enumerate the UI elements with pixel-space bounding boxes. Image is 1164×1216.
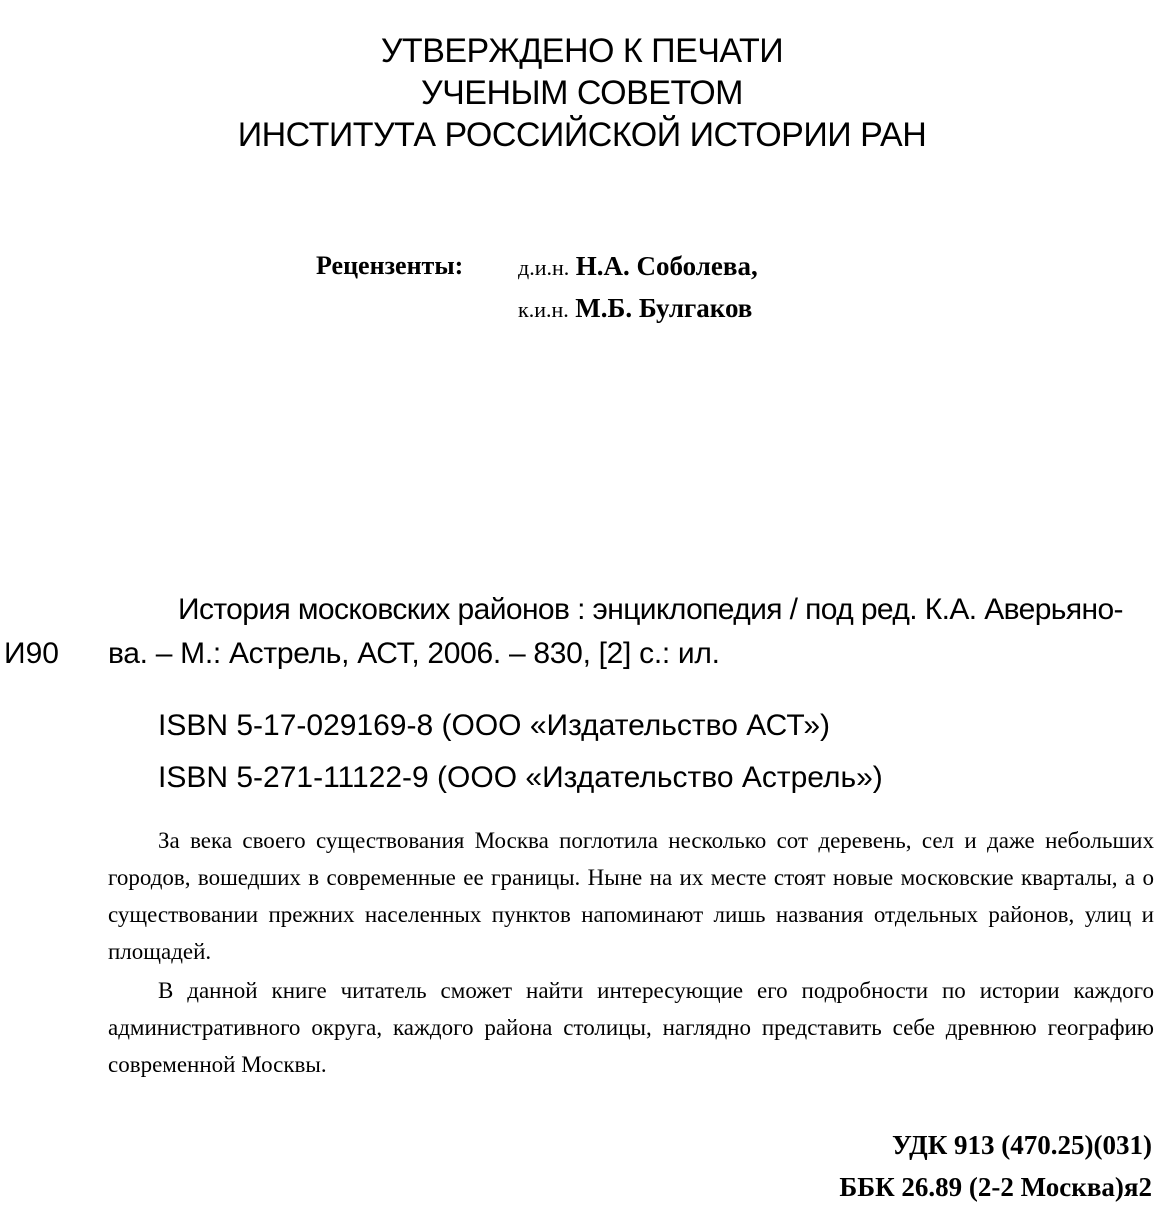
approval-line: ИНСТИТУТА РОССИЙСКОЙ ИСТОРИИ РАН: [237, 116, 927, 154]
approval-line: УТВЕРЖДЕНО К ПЕЧАТИ: [380, 32, 784, 70]
author-sign-code: И90: [4, 637, 59, 670]
reviewer-entry: [518, 244, 758, 290]
reviewer-entry: [518, 286, 752, 332]
udk-code: УДК 913 (470.25)(031): [892, 1130, 1152, 1160]
isbn-line: ISBN 5-271-11122-9 (ООО «Издательство Астрель»): [158, 761, 883, 794]
annotation: [108, 822, 1154, 1083]
approval-line: УЧЕНЫМ СОВЕТОМ: [421, 74, 743, 112]
reviewer-name: М.Б. Булгаков: [575, 293, 753, 323]
reviewer-degree: д.и.н.: [518, 255, 570, 280]
catalog-line: История московских районов : энциклопедия / под ред. К.А. Аверьяно-: [178, 593, 1123, 626]
classification-codes: [839, 1124, 1152, 1208]
bbk-code: ББК 26.89 (2-2 Москва)я2: [839, 1172, 1152, 1202]
annotation-paragraph: В данной книге читатель сможет найти интересующие его подробности по истории каждого административного округа, каждого района столицы, наглядно представить себе древнюю географию современной Москвы.: [108, 978, 1154, 1077]
reviewer-name: Н.А. Соболева,: [575, 251, 758, 281]
annotation-paragraph: За века своего существования Москва поглотила несколько сот деревень, сел и даже небольших городов, вошедших в современные ее границы. Ныне на их месте стоят новые московские кварталы, а о существовании прежних населенных пунктов напоминают лишь названия отдельных районов, улиц и площадей.: [108, 828, 1154, 964]
isbn-line: ISBN 5-17-029169-8 (ООО «Издательство АСТ»): [158, 709, 830, 742]
approval-heading: [0, 30, 1164, 156]
catalog-line: ва. – М.: Астрель, АСТ, 2006. – 830, [2] с.: ил.: [108, 637, 720, 670]
reviewers-label: Рецензенты:: [316, 251, 464, 280]
reviewer-degree: к.и.н.: [518, 297, 569, 322]
isbn-block: [158, 700, 883, 804]
